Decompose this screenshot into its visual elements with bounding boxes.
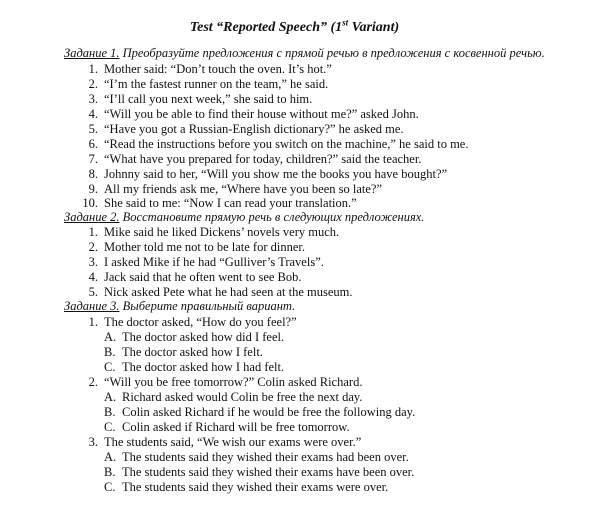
option-letter: C.	[104, 360, 116, 374]
task3-label: Задание 3.	[64, 299, 120, 313]
task2-heading	[64, 210, 424, 225]
item-text: Mike said he liked Dickens’ novels very much.	[104, 225, 340, 239]
item-number: 7.	[88, 152, 98, 166]
task1-item	[88, 77, 329, 92]
item-text: I asked Mike if he had “Gulliver’s Travels”.	[104, 255, 324, 269]
item-text: All my friends ask me, “Where have you been so late?”	[104, 182, 383, 196]
task1-item	[82, 196, 357, 211]
task1-item	[88, 62, 332, 77]
task3-question	[88, 315, 297, 330]
option-letter: A.	[104, 390, 117, 404]
task1-item	[88, 107, 419, 122]
question-number: 3.	[88, 435, 98, 449]
task2-item	[88, 285, 353, 300]
task3-heading	[64, 299, 295, 314]
item-number: 3.	[88, 255, 98, 269]
question-text: The doctor asked, “How do you feel?”	[104, 315, 297, 329]
item-text: “Will you be able to find their house without me?” asked John.	[104, 107, 419, 121]
item-number: 8.	[88, 167, 98, 181]
task1-item	[88, 122, 404, 137]
item-text: Nick asked Pete what he had seen at the museum.	[104, 285, 353, 299]
item-number: 5.	[88, 285, 98, 299]
item-text: “Read the instructions before you switch on the machine,” he said to me.	[104, 137, 469, 151]
task3-instruction: Выберите правильный вариант.	[119, 299, 296, 313]
page-title	[0, 19, 589, 37]
option-text: The students said they wished their exams were over.	[122, 480, 389, 494]
option-text: Richard asked would Colin be free the next day.	[122, 390, 363, 404]
question-number: 2.	[88, 375, 98, 389]
task3-question	[88, 435, 362, 450]
item-number: 4.	[88, 107, 98, 121]
task1-item	[88, 182, 383, 197]
item-text: Mother told me not to be late for dinner.	[104, 240, 305, 254]
title-main: Test “Reported Speech” (1	[189, 20, 343, 35]
option-letter: B.	[104, 345, 116, 359]
task2-item	[88, 240, 305, 255]
task2-item	[88, 255, 324, 270]
task2-instruction: Восстановите прямую речь в следующих предложениях.	[119, 210, 425, 224]
option-text: The doctor asked how did I feel.	[122, 330, 285, 344]
option-letter: B.	[104, 405, 116, 419]
option-letter: A.	[104, 330, 117, 344]
item-number: 1.	[88, 225, 98, 239]
item-text: Johnny said to her, “Will you show me the books you have bought?”	[104, 167, 448, 181]
task1-item	[88, 137, 469, 152]
option-text: Colin asked Richard if he would be free the following day.	[122, 405, 416, 419]
item-number: 2.	[88, 240, 98, 254]
item-text: She said to me: “Now I can read your translation.”	[104, 196, 357, 210]
task2-item	[88, 270, 302, 285]
task1-item	[88, 92, 313, 107]
task1-heading	[64, 46, 545, 61]
item-number: 5.	[88, 122, 98, 136]
item-text: “I’ll call you next week,” she said to him.	[104, 92, 313, 106]
task2-item	[88, 225, 340, 240]
question-text: “Will you be free tomorrow?” Colin asked Richard.	[104, 375, 363, 389]
item-text: Jack said that he often went to see Bob.	[104, 270, 302, 284]
item-number: 1.	[88, 62, 98, 76]
option-letter: A.	[104, 450, 117, 464]
item-number: 6.	[88, 137, 98, 151]
question-text: The students said, “We wish our exams were over.”	[104, 435, 362, 449]
title-tail: Variant)	[348, 20, 400, 35]
item-text: “Have you got a Russian-English dictionary?” he asked me.	[104, 122, 404, 136]
task3-question	[88, 375, 363, 390]
task1-item	[88, 152, 422, 167]
item-number: 9.	[88, 182, 98, 196]
option-letter: C.	[104, 480, 116, 494]
task1-instruction: Преобразуйте предложения с прямой речью в предложения с косвенной речью.	[119, 46, 545, 60]
task1-item	[88, 167, 448, 182]
task2-label: Задание 2.	[64, 210, 120, 224]
item-number: 4.	[88, 270, 98, 284]
item-text: “I’m the fastest runner on the team,” he said.	[104, 77, 329, 91]
question-number: 1.	[88, 315, 98, 329]
title-superscript: st	[342, 17, 349, 28]
item-number: 10.	[82, 196, 98, 210]
item-number: 2.	[88, 77, 98, 91]
item-text: “What have you prepared for today, children?” said the teacher.	[104, 152, 422, 166]
option-text: The doctor asked how I had felt.	[122, 360, 285, 374]
task1-label: Задание 1.	[64, 46, 120, 60]
option-text: The students said they wished their exams had been over.	[122, 450, 409, 464]
option-letter: C.	[104, 420, 116, 434]
option-text: The doctor asked how I felt.	[122, 345, 263, 359]
item-number: 3.	[88, 92, 98, 106]
option-text: The students said they wished their exams have been over.	[122, 465, 415, 479]
option-text: Colin asked if Richard will be free tomorrow.	[122, 420, 350, 434]
item-text: Mother said: “Don’t touch the oven. It’s hot.”	[104, 62, 332, 76]
option-letter: B.	[104, 465, 116, 479]
